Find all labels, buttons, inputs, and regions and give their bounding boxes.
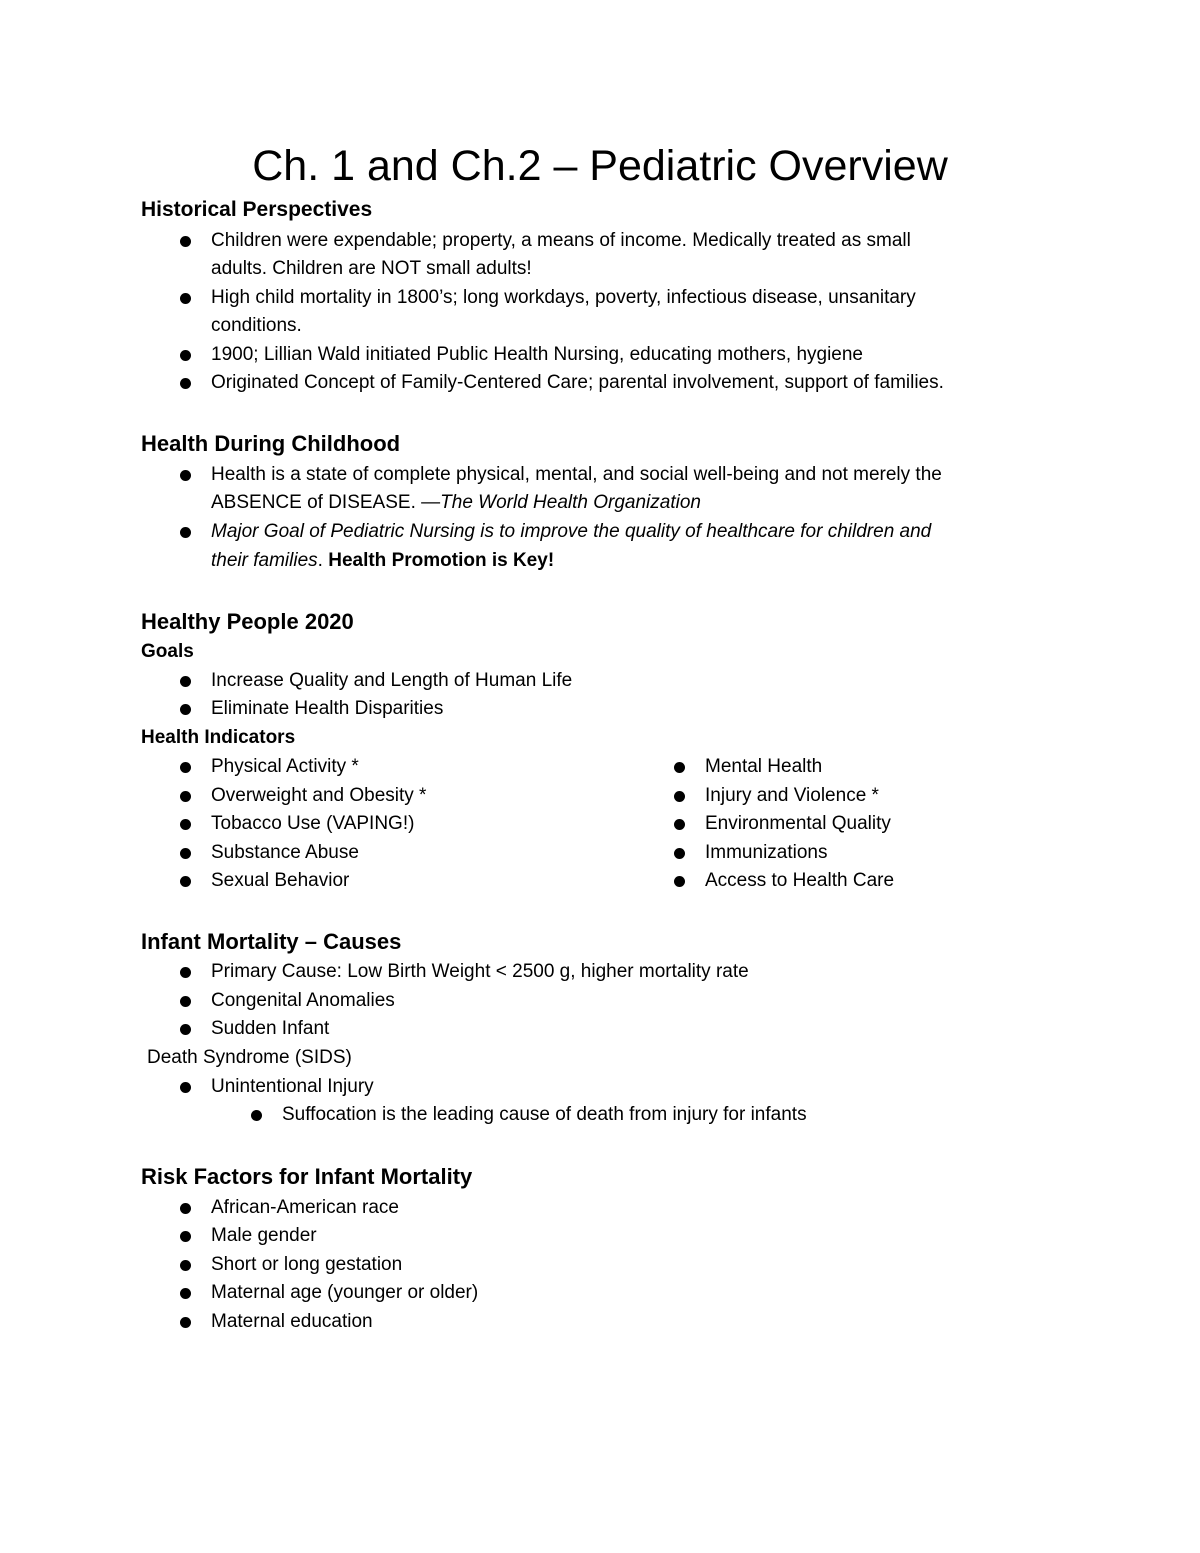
bullet-icon <box>180 236 191 247</box>
document-page: Ch. 1 and Ch.2 – Pediatric Overview Historical Perspectives Children were expendable; property, a means of income. Medically treated as small adults. Children are NOT small adults! High child mortality in 1800’s; long workdays, poverty, infectious disease, unsanitary conditions. 1900; Lillian Wald initiated Public Health Nursing, educating mothers, hygiene Originated Concept of Family-Centered Care; parental involvement, support of families. Health During Childhood Health is a state of complete physical, mental, and social well-being and not merely the ABSENCE of DISEASE. —The World Health Organization Major Goal of Pediatric Nursing is to improve the quality of healthcare for children and their families. Health Promotion is Key! Healthy People 2020 Goals Increase Quality and Length of Human Life Eliminate Health Disparities Health Indicators Physical Activity * Overweight and Obesity * Tobacco Use (VAPING!) Substance Abuse Sexual Behavior Mental Health Injury and Violence * Environmental Quality Immunizations Access to Health Care Infant Mortality – Causes Primary Cause: Low Birth Weight < 2500 g, higher mortality rate Congenital Anomalies Sudden Infant Death Syndrome (SIDS) Unintentional Injury Suffocation is the leading cause of death from injury for infants Risk Factors for Infant Mortality African-American race Male gender Short or long gestation Maternal age (younger or older) Maternal education <box>0 0 1200 1553</box>
bullet-icon <box>180 1231 191 1242</box>
bullet-icon <box>180 996 191 1007</box>
section-heading-healthy-people: Healthy People 2020 <box>141 609 354 634</box>
bullet-icon <box>674 762 685 773</box>
quote-attribution: The World Health Organization <box>440 492 701 513</box>
section-heading-health-childhood: Health During Childhood <box>141 431 401 456</box>
bullet-icon <box>180 876 191 887</box>
bullet-icon <box>180 967 191 978</box>
subheading-health-indicators: Health Indicators <box>141 727 296 748</box>
bullet-icon <box>674 819 685 830</box>
subheading-goals: Goals <box>141 641 194 662</box>
bullet-icon <box>180 704 191 715</box>
bullet-icon <box>180 470 191 481</box>
bullet-icon <box>674 791 685 802</box>
bullet-icon <box>674 848 685 859</box>
bullet-icon <box>674 876 685 887</box>
bullet-icon <box>180 350 191 361</box>
bullet-icon <box>180 1288 191 1299</box>
bullet-icon <box>251 1110 262 1121</box>
bullet-icon <box>180 762 191 773</box>
bullet-icon <box>180 791 191 802</box>
bullet-icon <box>180 819 191 830</box>
bullet-icon <box>180 1317 191 1328</box>
emphasis-text: Health Promotion is Key! <box>328 550 555 571</box>
bullet-icon <box>180 1203 191 1214</box>
bullet-icon <box>180 848 191 859</box>
section-heading-infant-mortality: Infant Mortality – Causes <box>141 929 402 954</box>
bullet-icon <box>180 293 191 304</box>
bullet-icon <box>180 527 191 538</box>
bullet-icon <box>180 1260 191 1271</box>
section-heading-risk-factors: Risk Factors for Infant Mortality <box>141 1164 473 1189</box>
bullet-icon <box>180 378 191 389</box>
list-item-continuation: Death Syndrome (SIDS) <box>147 1047 352 1068</box>
page-title: Ch. 1 and Ch.2 – Pediatric Overview <box>252 142 948 190</box>
bullet-icon <box>180 676 191 687</box>
bullet-icon <box>180 1082 191 1093</box>
section-heading-historical: Historical Perspectives <box>141 198 373 221</box>
bullet-icon <box>180 1024 191 1035</box>
